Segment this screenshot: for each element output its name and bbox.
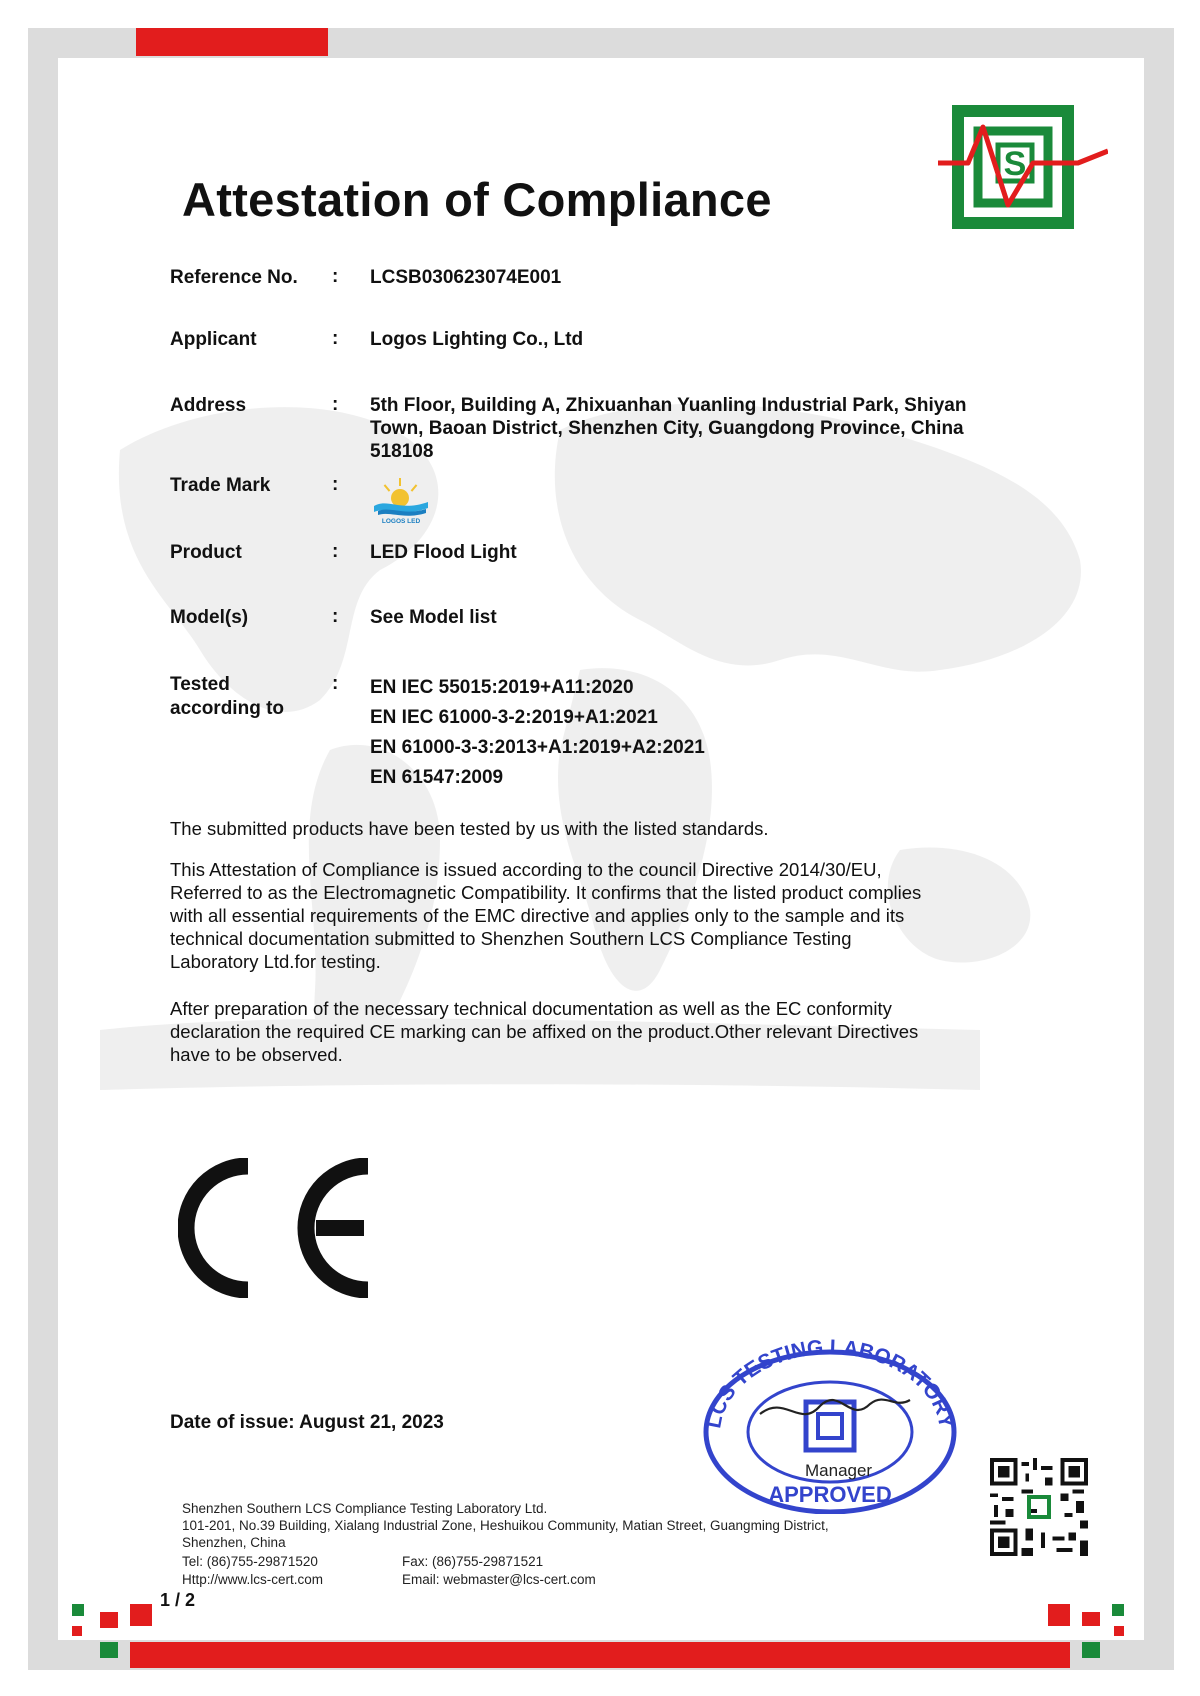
date-of-issue: Date of issue: August 21, 2023 [170,1412,444,1433]
colon: : [332,606,339,627]
lcs-logo [938,105,1108,235]
footer-line: Shenzhen Southern LCS Compliance Testing Laboratory Ltd. [182,1501,548,1516]
paragraph-line: declaration the required CE marking can be affixed on the product.Other relevant Directives [170,1021,919,1042]
paragraph-line: After preparation of the necessary technical documentation as well as the EC conformity [170,998,892,1019]
decor-square [1082,1642,1100,1658]
footer-fax: Fax: (86)755-29871521 [402,1554,544,1569]
tested-label-line: Tested [170,674,230,695]
trademark-logo [370,474,432,524]
decor-square [72,1604,84,1616]
colon: : [332,474,339,495]
paragraph-directive [170,858,1010,973]
address-line: Town, Baoan District, Shenzhen City, Guangdong Province, China [370,418,964,439]
decor-square [1114,1626,1124,1636]
paragraph-line: The submitted products have been tested by us with the listed standards. [170,818,769,839]
decor-square [1048,1604,1070,1626]
tested-label [170,673,284,721]
paragraph-line: technical documentation submitted to Shenzhen Southern LCS Compliance Testing [170,928,852,949]
footer-line: Shenzhen, China [182,1535,286,1550]
trademark-text: LOGOS LED [381,518,421,524]
address-line: 5th Floor, Building A, Zhixuanhan Yuanling Industrial Park, Shiyan [370,395,967,416]
decor-square [100,1612,118,1628]
tested-label-line: according to [170,698,285,719]
bottom-red-bar [130,1642,1070,1668]
colon: : [332,394,339,415]
decor-square [72,1626,82,1636]
reference-value: LCSB030623074E001 [370,267,562,288]
stamp-ring-text: LCS TESTING LABORATORY [702,1335,958,1431]
footer-email: Email: webmaster@lcs-cert.com [402,1572,596,1587]
svg-text:S: S [1003,145,1027,183]
footer-tel: Tel: (86)755-29871520 [182,1554,318,1569]
colon: : [332,673,339,694]
standards-list [370,673,705,793]
page-number: 1 / 2 [160,1590,196,1610]
decor-square [130,1604,152,1626]
standard-item: EN IEC 55015:2019+A11:2020 [370,677,634,698]
footer-web: Http://www.lcs-cert.com [182,1572,324,1587]
decor-square [100,1642,118,1658]
reference-label: Reference No. [170,267,298,288]
stamp-approved-text: APPROVED [768,1482,892,1507]
standard-item: EN 61000-3-3:2013+A1:2019+A2:2021 [370,737,705,758]
address-label: Address [170,395,247,416]
qr-code [990,1458,1088,1556]
applicant-value: Logos Lighting Co., Ltd [370,329,584,350]
paragraph-line: This Attestation of Compliance is issued according to the council Directive 2014/30/EU, [170,859,882,880]
top-red-bar [136,28,328,56]
paragraph-line: have to be observed. [170,1044,343,1065]
models-label: Model(s) [170,607,249,628]
colon: : [332,266,339,287]
paragraph-line: with all essential requirements of the EMC directive and applies only to the sample and its [170,905,905,926]
address-value [370,394,966,463]
models-value: See Model list [370,607,497,628]
address-line: 518108 [370,441,434,462]
product-value: LED Flood Light [370,542,517,563]
trademark-label: Trade Mark [170,475,271,496]
colon: : [332,328,339,349]
applicant-label: Applicant [170,329,257,350]
stamp-manager-label: Manager [805,1461,873,1480]
colon: : [332,541,339,562]
decor-square [1082,1612,1100,1626]
paragraph-line: Referred to as the Electromagnetic Compatibility. It confirms that the listed product complies [170,882,922,903]
paragraph-tested [170,817,1010,840]
standard-item: EN 61547:2009 [370,767,504,788]
footer-line: 101-201, No.39 Building, Xialang Industrial Zone, Heshuikou Community, Matian Street, Guangming District, [182,1518,829,1533]
paragraph-ce-marking [170,997,1010,1066]
paragraph-line: Laboratory Ltd.for testing. [170,951,381,972]
decor-square [1112,1604,1124,1616]
standard-item: EN IEC 61000-3-2:2019+A1:2021 [370,707,658,728]
product-label: Product [170,542,242,563]
document-title: Attestation of Compliance [182,173,772,226]
approval-stamp [690,1334,970,1514]
ce-mark-icon [178,1158,388,1298]
footer-address [182,1500,829,1551]
